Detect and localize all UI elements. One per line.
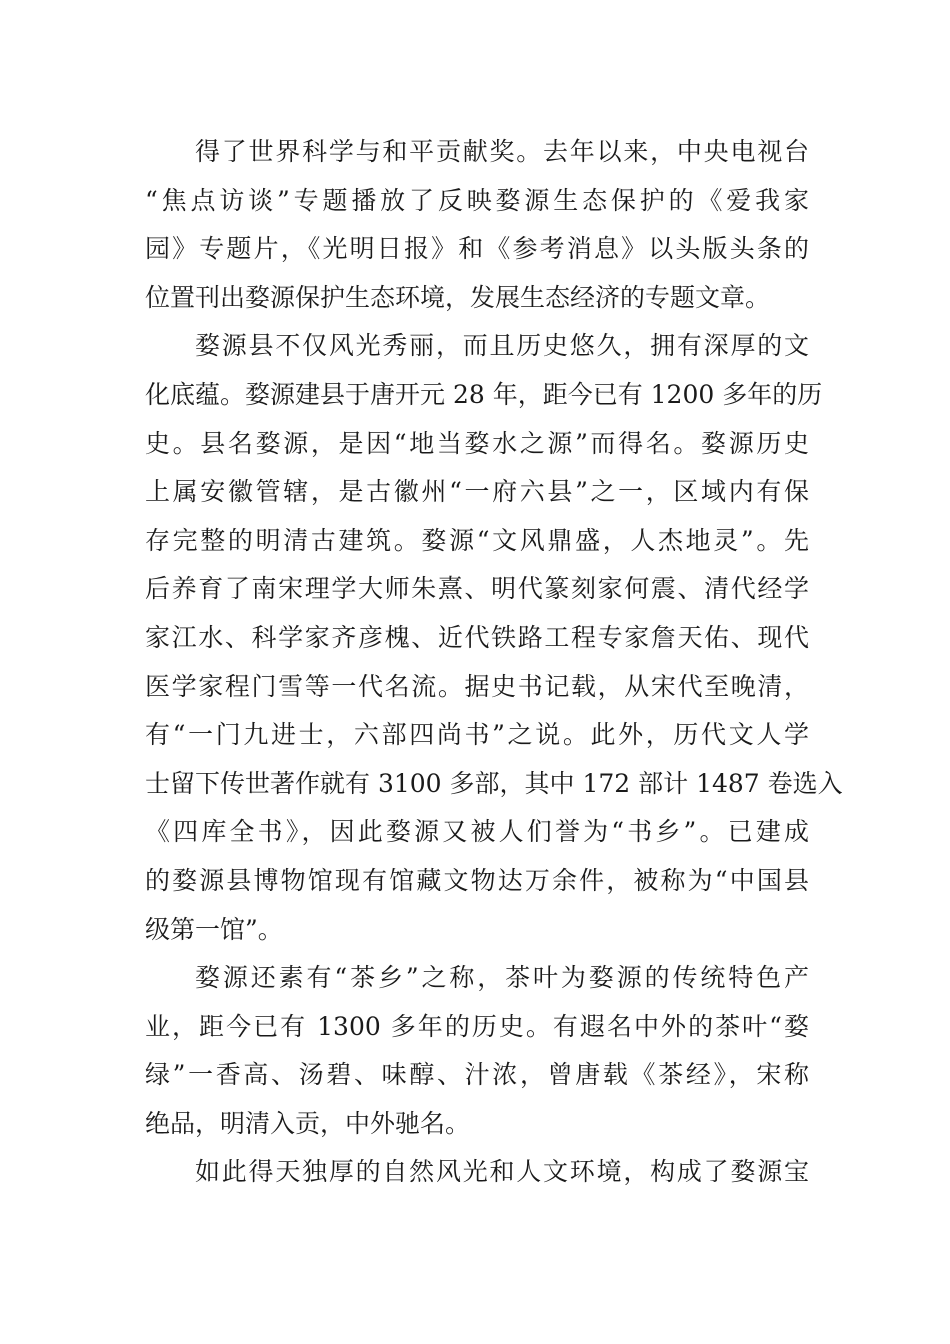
text-line: 婺源县不仅风光秀丽，而且历史悠久，拥有深厚的文 (195, 331, 809, 361)
text-line: “焦点访谈”专题播放了反映婺源生态保护的《爱我家 (145, 185, 809, 215)
paragraph-4 (145, 1148, 809, 1197)
text-line: 园》专题片，《光明日报》和《参考消息》以头版头条的 (145, 234, 809, 264)
text-line: 婺源还素有“茶乡”之称，茶叶为婺源的传统特色产 (195, 963, 809, 993)
paragraph-1 (145, 128, 809, 322)
text-line: 有“一门九进士，六部四尚书”之说。此外，历代文人学 (145, 720, 809, 750)
text-line: 士留下传世著作就有 3100 多部，其中 172 部计 1487 卷选入 (145, 768, 843, 798)
text-line: 业，距今已有 1300 多年的历史。有遐名中外的茶叶“婺 (145, 1011, 809, 1041)
text-line: 级第一馆”。 (145, 914, 283, 944)
text-line: 化底蕴。婺源建县于唐开元 28 年，距今已有 1200 多年的历 (145, 379, 823, 409)
text-line: 如此得天独厚的自然风光和人文环境，构成了婺源宝 (195, 1157, 809, 1187)
paragraph-2 (145, 322, 843, 954)
text-line: 家江水、科学家齐彦槐、近代铁路工程专家詹天佑、现代 (145, 622, 809, 652)
text-line: 位置刊出婺源保护生态环境，发展生态经济的专题文章。 (145, 282, 771, 312)
paragraph-3 (145, 954, 809, 1148)
text-line: 史。县名婺源，是因“地当婺水之源”而得名。婺源历史 (145, 428, 809, 458)
text-line: 得了世界科学与和平贡献奖。去年以来，中央电视台 (195, 137, 809, 166)
text-line: 《四库全书》，因此婺源又被人们誉为“书乡”。已建成 (145, 817, 809, 847)
text-line: 绿”一香高、汤碧、味醇、汁浓，曾唐载《茶经》，宋称 (145, 1060, 809, 1090)
text-line: 上属安徽管辖，是古徽州“一府六县”之一，区域内有保 (145, 477, 809, 507)
document-body (145, 128, 843, 1197)
text-line: 医学家程门雪等一代名流。据史书记载，从宋代至晚清， (145, 671, 809, 701)
text-line: 后养育了南宋理学大师朱熹、明代篆刻家何震、清代经学 (145, 574, 809, 604)
text-line: 的婺源县博物馆现有馆藏文物达万余件，被称为“中国县 (145, 865, 809, 895)
text-line: 绝品，明清入贡，中外驰名。 (145, 1108, 471, 1138)
text-line: 存完整的明清古建筑。婺源“文风鼎盛，人杰地灵”。先 (145, 525, 809, 555)
